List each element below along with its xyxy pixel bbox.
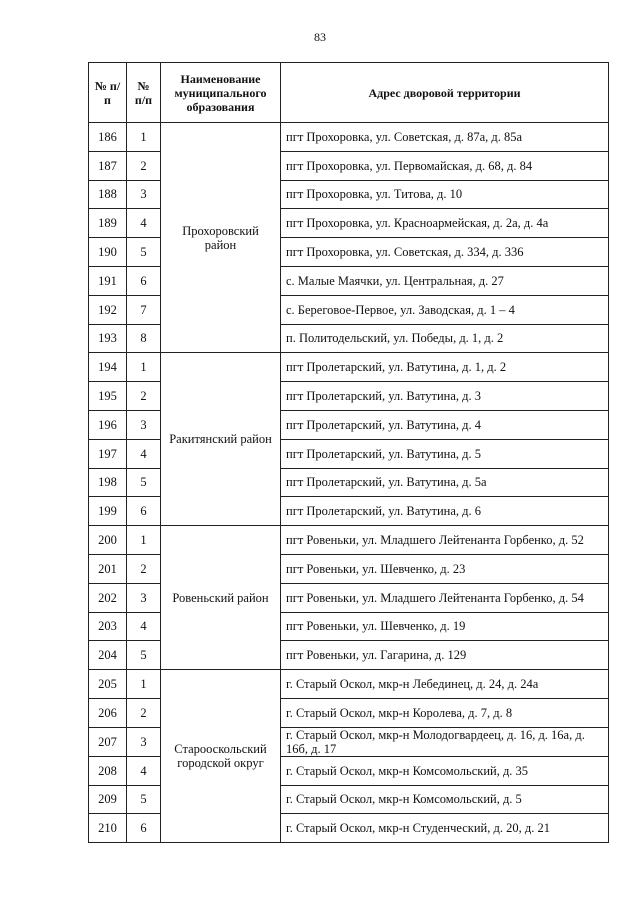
row-number: 210 <box>89 814 127 843</box>
address-cell: пгт Ровеньки, ул. Гагарина, д. 129 <box>281 641 609 670</box>
address-cell: пгт Прохоровка, ул. Красноармейская, д. 2а, д. 4а <box>281 209 609 238</box>
row-sub-number: 5 <box>127 641 161 670</box>
address-cell: г. Старый Оскол, мкр-н Комсомольский, д. 5 <box>281 785 609 814</box>
row-number: 207 <box>89 727 127 756</box>
address-cell: пгт Ровеньки, ул. Шевченко, д. 23 <box>281 554 609 583</box>
municipality-cell: Ракитянский район <box>161 353 281 526</box>
address-cell: пгт Прохоровка, ул. Титова, д. 10 <box>281 180 609 209</box>
row-sub-number: 6 <box>127 497 161 526</box>
address-cell: пгт Пролетарский, ул. Ватутина, д. 6 <box>281 497 609 526</box>
table-row <box>89 353 609 382</box>
row-sub-number: 4 <box>127 209 161 238</box>
table-row <box>89 526 609 555</box>
address-cell: с. Береговое-Первое, ул. Заводская, д. 1 – 4 <box>281 295 609 324</box>
row-number: 192 <box>89 295 127 324</box>
row-sub-number: 5 <box>127 468 161 497</box>
row-sub-number: 1 <box>127 353 161 382</box>
table-header <box>89 63 609 123</box>
row-number: 202 <box>89 583 127 612</box>
row-number: 203 <box>89 612 127 641</box>
row-number: 197 <box>89 439 127 468</box>
address-table <box>88 62 609 843</box>
municipality-cell: Старооскольский городской округ <box>161 670 281 843</box>
address-cell: г. Старый Оскол, мкр-н Лебединец, д. 24, д. 24а <box>281 670 609 699</box>
row-sub-number: 3 <box>127 583 161 612</box>
municipality-cell: Ровеньский район <box>161 526 281 670</box>
row-number: 191 <box>89 266 127 295</box>
row-number: 200 <box>89 526 127 555</box>
address-cell: пгт Пролетарский, ул. Ватутина, д. 3 <box>281 382 609 411</box>
table-row <box>89 670 609 699</box>
row-number: 208 <box>89 756 127 785</box>
row-sub-number: 3 <box>127 180 161 209</box>
row-number: 209 <box>89 785 127 814</box>
row-sub-number: 8 <box>127 324 161 353</box>
address-cell: пгт Пролетарский, ул. Ватутина, д. 5 <box>281 439 609 468</box>
row-sub-number: 3 <box>127 410 161 439</box>
row-number: 204 <box>89 641 127 670</box>
header-num: № п/п <box>89 63 127 123</box>
row-sub-number: 3 <box>127 727 161 756</box>
row-sub-number: 5 <box>127 785 161 814</box>
row-number: 196 <box>89 410 127 439</box>
row-sub-number: 6 <box>127 266 161 295</box>
header-sub: № п/п <box>127 63 161 123</box>
header-municipality: Наименование муниципального образования <box>161 63 281 123</box>
row-number: 201 <box>89 554 127 583</box>
address-cell: пгт Ровеньки, ул. Младшего Лейтенанта Горбенко, д. 54 <box>281 583 609 612</box>
address-cell: пгт Ровеньки, ул. Шевченко, д. 19 <box>281 612 609 641</box>
row-number: 190 <box>89 238 127 267</box>
row-sub-number: 6 <box>127 814 161 843</box>
address-cell: пгт Прохоровка, ул. Советская, д. 334, д. 336 <box>281 238 609 267</box>
address-cell: г. Старый Оскол, мкр-н Комсомольский, д. 35 <box>281 756 609 785</box>
row-sub-number: 2 <box>127 698 161 727</box>
row-sub-number: 4 <box>127 439 161 468</box>
row-number: 194 <box>89 353 127 382</box>
address-cell: г. Старый Оскол, мкр-н Молодогвардеец, д. 16, д. 16а, д. 16б, д. 17 <box>281 727 609 756</box>
address-cell: п. Политодельский, ул. Победы, д. 1, д. 2 <box>281 324 609 353</box>
row-sub-number: 5 <box>127 238 161 267</box>
page-number: 83 <box>314 30 326 44</box>
municipality-cell: Прохоровский район <box>161 123 281 353</box>
row-number: 186 <box>89 123 127 152</box>
row-sub-number: 7 <box>127 295 161 324</box>
row-sub-number: 1 <box>127 526 161 555</box>
address-cell: с. Малые Маячки, ул. Центральная, д. 27 <box>281 266 609 295</box>
row-number: 188 <box>89 180 127 209</box>
row-sub-number: 4 <box>127 612 161 641</box>
row-sub-number: 2 <box>127 554 161 583</box>
address-cell: пгт Ровеньки, ул. Младшего Лейтенанта Горбенко, д. 52 <box>281 526 609 555</box>
row-number: 206 <box>89 698 127 727</box>
row-sub-number: 4 <box>127 756 161 785</box>
address-cell: пгт Пролетарский, ул. Ватутина, д. 1, д. 2 <box>281 353 609 382</box>
row-sub-number: 2 <box>127 151 161 180</box>
address-cell: г. Старый Оскол, мкр-н Студенческий, д. 20, д. 21 <box>281 814 609 843</box>
row-number: 189 <box>89 209 127 238</box>
row-number: 198 <box>89 468 127 497</box>
row-sub-number: 2 <box>127 382 161 411</box>
row-number: 195 <box>89 382 127 411</box>
table-row <box>89 123 609 152</box>
header-address: Адрес дворовой территории <box>281 63 609 123</box>
row-number: 199 <box>89 497 127 526</box>
row-number: 193 <box>89 324 127 353</box>
address-cell: пгт Прохоровка, ул. Первомайская, д. 68, д. 84 <box>281 151 609 180</box>
address-cell: г. Старый Оскол, мкр-н Королева, д. 7, д. 8 <box>281 698 609 727</box>
row-number: 187 <box>89 151 127 180</box>
address-cell: пгт Пролетарский, ул. Ватутина, д. 4 <box>281 410 609 439</box>
table-body <box>89 123 609 843</box>
row-sub-number: 1 <box>127 123 161 152</box>
address-cell: пгт Пролетарский, ул. Ватутина, д. 5а <box>281 468 609 497</box>
address-cell: пгт Прохоровка, ул. Советская, д. 87а, д. 85а <box>281 123 609 152</box>
row-number: 205 <box>89 670 127 699</box>
row-sub-number: 1 <box>127 670 161 699</box>
